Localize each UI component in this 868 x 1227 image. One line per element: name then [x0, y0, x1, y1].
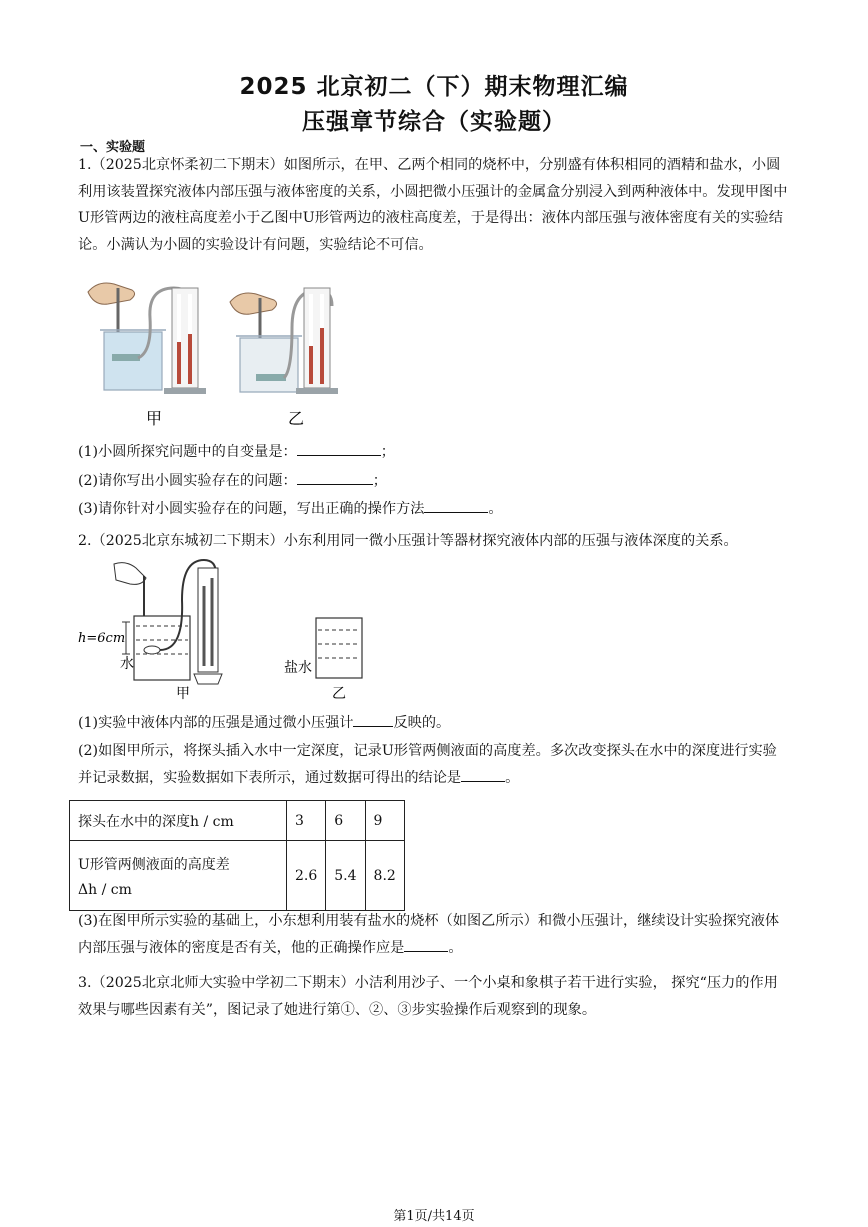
q1-stem: 1.（2025北京怀柔初二下期末）如图所示，在甲、乙两个相同的烧杯中，分别盛有体积相同的酒精和盐水，小圆利用该装置探究液体内部压强与液体密度的关系，小圆把微小压强计的金属盒分别浸入到两种液体中。发现甲图中U形管两边的液柱高度差小于乙图中U形管两边的液柱高度差，于是得出：液体内部压强与液体密度有关的实验结论。小满认为小圆的实验设计有问题，实验结论不可信。: [78, 157, 788, 253]
q2-depth-label: h=6cm: [78, 631, 126, 646]
table-cell: 2.6: [287, 841, 326, 911]
q1-figure: [76, 270, 366, 430]
q2-answer-blank-3[interactable]: [404, 937, 448, 952]
section-heading: 一、实验题: [80, 140, 146, 155]
q2-water-label: 水: [120, 656, 134, 672]
q2-sub3: (3)在图甲所示实验的基础上，小东想利用装有盐水的烧杯（如图乙所示）和微小压强计，继续设计实验探究液体内部压强与液体的密度是否有关，他的正确操作应是 。: [78, 913, 780, 956]
page-title: 2025 北京初二（下）期末物理汇编: [239, 74, 629, 100]
q1-figure-yi: [230, 288, 338, 428]
q2-sub2: (2)如图甲所示，将探头插入水中一定深度，记录U形管两侧液面的高度差。多次改变探头在水中的深度进行实验并记录数据，实验数据如下表所示，通过数据可得出的结论是 。: [78, 743, 777, 786]
q1-label-yi: 乙: [288, 409, 305, 428]
q1-answer-blank-3[interactable]: [424, 498, 488, 513]
q1-answer-blank-2[interactable]: [297, 470, 373, 485]
q2-sub1: (1)实验中液体内部的压强是通过微小压强计 反映的。: [78, 712, 450, 732]
q2-answer-blank-2[interactable]: [461, 767, 505, 782]
table-cell: 5.4: [326, 841, 365, 911]
q1-sub1: (1)小圆所探究问题中的自变量是： ；: [78, 441, 395, 461]
table-cell: 9: [365, 801, 404, 841]
page-footer: 第1页/共14页: [393, 1209, 475, 1224]
q1-sub3: (3)请你针对小圆实验存在的问题，写出正确的操作方法 。: [78, 498, 503, 518]
q2-answer-blank-1[interactable]: [353, 712, 393, 727]
table-row-label: U形管两侧液面的高度差 Δh / cm: [70, 841, 287, 911]
table-cell: 6: [326, 801, 365, 841]
q1-figure-jia: [88, 283, 206, 428]
q2-salt-label: 盐水: [284, 660, 312, 676]
table-cell: 3: [287, 801, 326, 841]
q2-label-yi: 乙: [332, 686, 346, 701]
q2-label-jia: 甲: [176, 686, 190, 701]
q2-data-table: [69, 800, 405, 911]
q2-stem: 2.（2025北京东城初二下期末）小东利用同一微小压强计等器材探究液体内部的压强与液体深度的关系。: [78, 533, 738, 549]
q1-label-jia: 甲: [146, 409, 163, 428]
q2-figure: [76, 556, 366, 701]
q1-answer-blank-1[interactable]: [297, 441, 381, 456]
q1-sub2: (2)请你写出小圆实验存在的问题： ；: [78, 470, 387, 490]
table-row-label: 探头在水中的深度h / cm: [70, 801, 287, 841]
q3-stem: 3.（2025北京北师大实验中学初二下期末）小洁利用沙子、一个小桌和象棋子若干进行实验， 探究“压力的作用效果与哪些因素有关”，图记录了她进行第①、②、③步实验操作后观察到的现象。: [78, 975, 778, 1018]
page-subtitle: 压强章节综合（实验题）: [302, 109, 566, 135]
table-cell: 8.2: [365, 841, 404, 911]
